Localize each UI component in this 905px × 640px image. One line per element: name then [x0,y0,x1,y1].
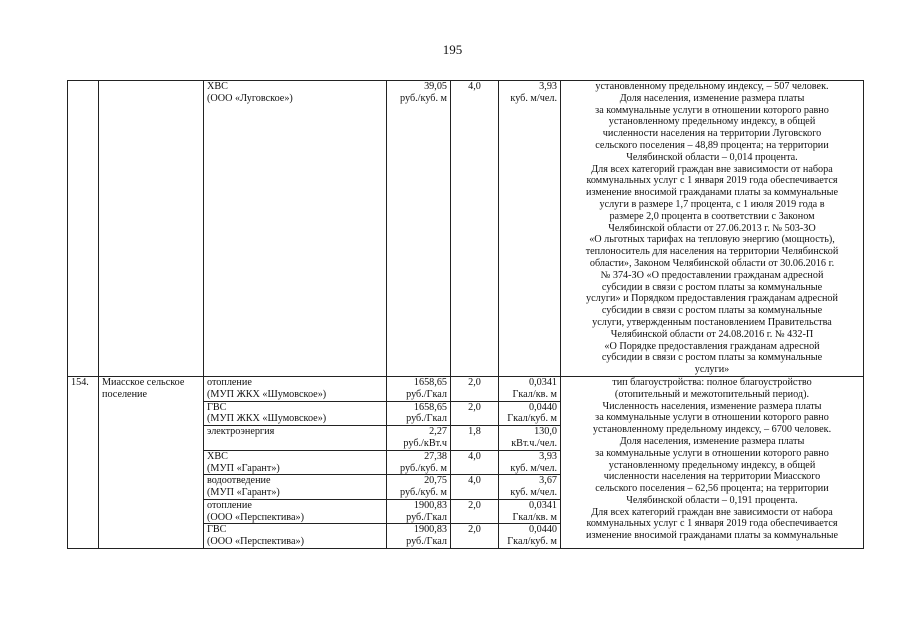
description-cell [561,376,864,548]
price-value: 27,38 [424,450,447,462]
settlement-name-line: поселение [102,388,147,400]
description-line: субсидии в связи с ростом платы за коммунальные [601,281,823,293]
description-line: № 374-ЗО «О предоставлении гражданам адресной [600,269,824,281]
price-cell [387,376,451,401]
settlement-name-cell [99,81,204,377]
service-name: отопление [207,376,252,388]
description-line: численности населения на территории Луговского [602,128,822,140]
service-name: ГВС [207,401,227,413]
description-line: Челябинской области от 27.06.2013 г. № 503-ЗО [608,222,816,234]
service-provider: (МУП ЖКХ «Шумовское») [207,413,327,425]
price-unit: руб./куб. м [400,487,447,499]
description-line: за коммунальные услуги в отношении которого равно [595,104,829,116]
description-line: услуги» [694,364,730,376]
service-provider: (МУП «Гарант») [207,462,280,474]
description-line: Челябинской области – 0,014 процента. [626,151,798,163]
description-line: установленному предельному индексу, в общей [608,116,816,128]
description-line: сельского поселения – 62,56 процента; на территории [595,483,829,495]
service-provider: (МУП ЖКХ «Шумовское») [207,388,327,400]
price-value: 39,05 [424,81,447,92]
norm-value: 3,93 [539,81,557,92]
norm-unit: Гкал/куб. м [507,536,557,548]
price-value: 2,27 [429,426,447,438]
norm-unit: Гкал/куб. м [507,413,557,425]
service-name: электроэнергия [207,426,275,438]
description-line: коммунальных услуг с 1 января 2019 года обеспечивается [586,175,838,187]
service-cell [204,475,387,500]
description-line: размере 2,0 процента в соответствии с Законом [609,210,815,222]
service-cell [204,499,387,524]
norm-cell [499,524,561,549]
norm-cell [499,426,561,451]
percent-cell: 4,0 [451,81,499,377]
norm-value: 0,0440 [528,524,557,536]
price-value: 1900,83 [413,524,447,536]
service-name: ХВС [207,450,228,462]
row-number-cell: 154. [68,376,99,548]
service-cell [204,450,387,475]
service-name: ХВС [207,81,228,92]
description-line: субсидии в связи с ростом платы за коммунальные [601,352,823,364]
description-line: тип благоустройства: полное благоустройство [612,376,812,388]
service-name: водоотведение [207,475,271,487]
price-unit: руб./Гкал [406,511,447,523]
description-line: Численность населения, изменение размера платы [602,400,822,412]
service-provider: (ООО «Луговское») [207,92,293,104]
norm-cell [499,81,561,377]
description-line: Для всех категорий граждан вне зависимости от набора [591,163,833,175]
tariff-table [67,80,864,549]
price-unit: руб./Гкал [406,388,447,400]
service-name: отопление [207,499,252,511]
service-provider: (ООО «Перспектива») [207,536,304,548]
description-line: установленному предельному индексу, – 6700 человек. [592,424,832,436]
norm-value: 3,67 [539,475,557,487]
percent-cell: 2,0 [451,499,499,524]
description-line: изменение вносимой гражданами платы за коммунальные [586,530,838,542]
price-cell [387,524,451,549]
description-line: Для всех категорий граждан вне зависимости от набора [591,506,833,518]
service-cell [204,426,387,451]
price-value: 1658,65 [413,401,447,413]
norm-value: 130,0 [534,426,557,438]
description-line: Челябинской области от 24.08.2016 г. № 432-П [610,328,814,340]
description-line: субсидии в связи с ростом платы за коммунальные [601,305,823,317]
service-cell [204,376,387,401]
description-line: «О Порядке предоставления гражданам адресной [604,340,820,352]
description-line: за коммунальные услуги в отношении которого равно [595,412,829,424]
percent-cell: 2,0 [451,376,499,401]
price-cell [387,499,451,524]
price-cell [387,426,451,451]
service-provider: (ООО «Перспектива») [207,511,304,523]
norm-unit: куб. м/чел. [510,92,557,104]
page-number: 195 [442,42,463,57]
norm-cell [499,475,561,500]
description-line: изменение вносимой гражданами платы за коммунальные [586,187,838,199]
description-line: установленному предельному индексу, в общей [608,459,816,471]
price-cell [387,81,451,377]
price-unit: руб./кВт.ч [403,437,447,449]
price-value: 1658,65 [413,376,447,388]
price-value: 1900,83 [413,499,447,511]
table-body [68,81,864,549]
norm-unit: кВт.ч./чел. [511,437,557,449]
description-line: (отопительный и межотопительный период). [614,388,810,400]
norm-value: 0,0440 [528,401,557,413]
description-line: Доля населения, изменение размера платы [619,92,805,104]
percent-cell: 4,0 [451,450,499,475]
norm-value: 3,93 [539,450,557,462]
settlement-name-cell [99,376,204,548]
price-unit: руб./Гкал [406,413,447,425]
price-cell [387,401,451,426]
norm-unit: куб. м/чел. [510,462,557,474]
description-line: теплоноситель для населения на территории Челябинской [585,246,839,258]
description-cell [561,81,864,377]
percent-cell: 1,8 [451,426,499,451]
norm-cell [499,450,561,475]
norm-value: 0,0341 [528,499,557,511]
table-row [68,81,864,377]
price-value: 20,75 [424,475,447,487]
description-line: коммунальных услуг с 1 января 2019 года обеспечивается [586,518,838,530]
price-unit: руб./Гкал [406,536,447,548]
row-number-cell [68,81,99,377]
description-line: численности населения на территории Миасского [603,471,821,483]
service-cell [204,81,387,377]
percent-cell: 2,0 [451,401,499,426]
description-line: услуги в размере 1,7 процента, с 1 июля 2019 года в [599,198,825,210]
description-line: за коммунальные услуги в отношении которого равно [595,447,829,459]
description-line: установленному предельному индексу, – 507 человек. [595,81,829,92]
norm-cell [499,499,561,524]
service-cell [204,524,387,549]
price-unit: руб./куб. м [400,462,447,474]
description-line: области», Законом Челябинской области от 30.06.2016 г. [589,257,835,269]
price-unit: руб./куб. м [400,92,447,104]
description-line: услуги» и Порядком предоставления гражданам адресной [586,293,838,305]
norm-unit: Гкал/кв. м [512,388,557,400]
description-line: Челябинской области – 0,191 процента. [626,494,798,506]
percent-cell: 2,0 [451,524,499,549]
service-provider: (МУП «Гарант») [207,487,280,499]
service-cell [204,401,387,426]
price-cell [387,475,451,500]
percent-cell: 4,0 [451,475,499,500]
settlement-name-line: Миасское сельское [102,376,185,388]
norm-unit: куб. м/чел. [510,487,557,499]
description-line: услуги, утвержденным постановлением Правительства [592,316,832,328]
norm-value: 0,0341 [528,376,557,388]
table-row [68,376,864,401]
service-name: ГВС [207,524,227,536]
norm-cell [499,401,561,426]
price-cell [387,450,451,475]
norm-unit: Гкал/кв. м [512,511,557,523]
description-line: «О льготных тарифах на тепловую энергию (мощность), [589,234,835,246]
description-line: Доля населения, изменение размера платы [619,435,805,447]
norm-cell [499,376,561,401]
service-provider [207,438,383,450]
description-line: сельского поселения – 48,89 процента; на территории [595,139,829,151]
